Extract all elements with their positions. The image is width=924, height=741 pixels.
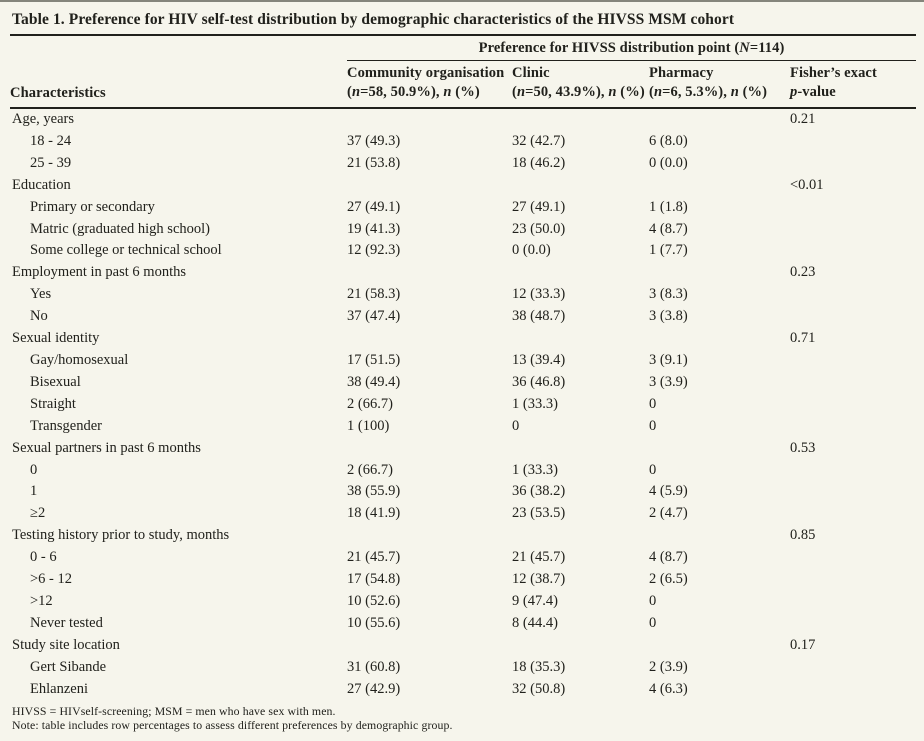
span-header [347, 35, 916, 61]
fisher-header-sub: p-value [790, 84, 836, 100]
clinic-cell: 12 (33.3) [512, 286, 566, 303]
table-row [10, 613, 916, 635]
pvalue-cell [790, 197, 916, 219]
clinic-cell: 32 (50.8) [512, 680, 566, 697]
pharmacy-cell: 4 (6.3) [649, 680, 688, 697]
clinic-cell: 0 (0.0) [512, 242, 551, 259]
row-label: Matric (graduated high school) [30, 220, 210, 237]
row-label: Ehlanzeni [30, 680, 88, 697]
community-cell: 38 (55.9) [347, 483, 401, 500]
table-row [10, 284, 916, 306]
community-cell [347, 328, 512, 350]
pharmacy-cell [649, 108, 790, 131]
footnotes [10, 705, 916, 732]
table-row [10, 591, 916, 613]
clinic-cell: 8 (44.4) [512, 614, 558, 631]
table-title: Table 1. Preference for HIV self-test distribution by demographic characteristics of the HIVSS MSM cohort [12, 11, 735, 28]
community-header-name: Community organisation [347, 65, 505, 81]
row-label: Gert Sibande [30, 658, 107, 675]
column-header-row [10, 61, 916, 109]
row-label: Yes [30, 286, 52, 303]
pvalue-cell: 0.53 [790, 439, 816, 456]
pharmacy-cell: 6 (8.0) [649, 132, 688, 149]
clinic-cell: 21 (45.7) [512, 549, 566, 566]
row-label: Never tested [30, 614, 103, 631]
community-cell: 2 (66.7) [347, 461, 393, 478]
fisher-header-name: Fisher’s exact [790, 65, 877, 81]
pharmacy-cell: 0 [649, 614, 657, 631]
community-cell: 38 (49.4) [347, 373, 401, 390]
pvalue-cell [790, 284, 916, 306]
table-row [10, 503, 916, 525]
row-label: Gay/homosexual [30, 351, 129, 368]
pvalue-cell [790, 394, 916, 416]
pharmacy-cell: 3 (8.3) [649, 286, 688, 303]
row-label: 0 [30, 461, 38, 478]
pvalue-cell [790, 657, 916, 679]
community-cell: 17 (54.8) [347, 571, 401, 588]
table-row [10, 525, 916, 547]
row-label: 1 [30, 483, 38, 500]
table-row [10, 481, 916, 503]
pvalue-cell [790, 481, 916, 503]
clinic-cell: 13 (39.4) [512, 351, 566, 368]
pvalue-cell [790, 219, 916, 241]
row-label: 0 - 6 [30, 549, 57, 566]
clinic-cell [512, 175, 649, 197]
clinic-cell [512, 328, 649, 350]
footnote-note: Note: table includes row percentages to assess different preferences by demographic group. [12, 717, 453, 732]
pharmacy-cell: 0 [649, 461, 657, 478]
span-header-text: Preference for HIVSS distribution point ( [478, 40, 740, 56]
pharmacy-cell: 0 [649, 417, 657, 434]
clinic-cell: 18 (46.2) [512, 154, 566, 171]
span-header-n-italic: N [739, 40, 750, 56]
pharmacy-cell: 4 (8.7) [649, 549, 688, 566]
pharmacy-cell: 3 (3.9) [649, 373, 688, 390]
pvalue-cell [790, 503, 916, 525]
community-cell: 37 (49.3) [347, 132, 401, 149]
community-cell: 27 (42.9) [347, 680, 401, 697]
row-label: Some college or technical school [30, 242, 222, 259]
community-header-sub: (n=58, 50.9%), n (%) [347, 84, 480, 100]
row-label: Testing history prior to study, months [12, 527, 230, 544]
pharmacy-cell [649, 438, 790, 460]
pvalue-cell [790, 679, 916, 701]
column-header-community [347, 61, 512, 109]
row-label: Primary or secondary [30, 198, 155, 215]
clinic-cell [512, 262, 649, 284]
table-row [10, 657, 916, 679]
clinic-cell: 0 [512, 417, 520, 434]
pvalue-cell [790, 569, 916, 591]
clinic-cell: 23 (53.5) [512, 505, 566, 522]
pharmacy-cell: 3 (3.8) [649, 308, 688, 325]
table-row [10, 372, 916, 394]
pvalue-cell [790, 460, 916, 482]
pharmacy-cell: 1 (1.8) [649, 198, 688, 215]
column-header-clinic [512, 61, 649, 109]
table-row [10, 569, 916, 591]
community-cell: 18 (41.9) [347, 505, 401, 522]
row-label: 18 - 24 [30, 132, 72, 149]
pharmacy-cell: 3 (9.1) [649, 351, 688, 368]
clinic-cell [512, 635, 649, 657]
community-cell: 1 (100) [347, 417, 390, 434]
pvalue-cell [790, 613, 916, 635]
clinic-cell: 1 (33.3) [512, 461, 558, 478]
pharmacy-cell: 0 [649, 592, 657, 609]
table-row [10, 394, 916, 416]
community-cell: 19 (41.3) [347, 220, 401, 237]
footnote-abbreviations: HIVSS = HIVself-screening; MSM = men who have sex with men. [12, 704, 336, 719]
clinic-cell: 12 (38.7) [512, 571, 566, 588]
pharmacy-cell: 0 [649, 395, 657, 412]
clinic-cell [512, 108, 649, 131]
pharmacy-cell [649, 328, 790, 350]
table-row [10, 262, 916, 284]
pvalue-cell [790, 131, 916, 153]
community-cell: 37 (47.4) [347, 308, 401, 325]
pvalue-cell: 0.23 [790, 264, 816, 281]
community-cell: 21 (58.3) [347, 286, 401, 303]
row-label: Employment in past 6 months [12, 264, 186, 281]
row-label: Sexual partners in past 6 months [12, 439, 201, 456]
table-row [10, 438, 916, 460]
table-row [10, 416, 916, 438]
span-header-spacer [10, 35, 347, 61]
row-label: >12 [30, 592, 53, 609]
clinic-cell: 18 (35.3) [512, 658, 566, 675]
table-row [10, 547, 916, 569]
pvalue-cell: 0.71 [790, 330, 816, 347]
pharmacy-cell: 4 (5.9) [649, 483, 688, 500]
table-row [10, 175, 916, 197]
clinic-cell: 9 (47.4) [512, 592, 558, 609]
community-cell: 10 (55.6) [347, 614, 401, 631]
community-cell [347, 108, 512, 131]
row-label: Study site location [12, 636, 120, 653]
pharmacy-header-sub: (n=6, 5.3%), n (%) [649, 84, 768, 100]
clinic-cell: 27 (49.1) [512, 198, 566, 215]
community-cell [347, 525, 512, 547]
table-row [10, 460, 916, 482]
community-cell: 10 (52.6) [347, 592, 401, 609]
pharmacy-cell: 1 (7.7) [649, 242, 688, 259]
pvalue-cell: 0.17 [790, 636, 816, 653]
community-cell: 17 (51.5) [347, 351, 401, 368]
characteristics-header: Characteristics [10, 61, 347, 109]
pharmacy-cell [649, 525, 790, 547]
row-label: Straight [30, 395, 76, 412]
pvalue-cell [790, 153, 916, 175]
pvalue-cell: 0.21 [790, 111, 816, 127]
pharmacy-cell: 2 (3.9) [649, 658, 688, 675]
table-row [10, 197, 916, 219]
pvalue-cell [790, 240, 916, 262]
pvalue-cell [790, 350, 916, 372]
table-row [10, 306, 916, 328]
pvalue-cell [790, 306, 916, 328]
clinic-header-name: Clinic [512, 65, 550, 81]
table-row [10, 679, 916, 701]
row-label: Sexual identity [12, 330, 100, 347]
column-header-fisher [790, 61, 916, 109]
community-cell: 27 (49.1) [347, 198, 401, 215]
table-row [10, 219, 916, 241]
community-cell [347, 438, 512, 460]
table-row [10, 131, 916, 153]
community-cell: 31 (60.8) [347, 658, 401, 675]
column-header-pharmacy [649, 61, 790, 109]
table-header [10, 35, 916, 108]
community-cell: 12 (92.3) [347, 242, 401, 259]
community-cell: 21 (53.8) [347, 154, 401, 171]
row-label: >6 - 12 [30, 571, 73, 588]
pharmacy-cell [649, 635, 790, 657]
pharmacy-cell [649, 175, 790, 197]
table-row [10, 635, 916, 657]
pvalue-cell [790, 547, 916, 569]
pharmacy-cell [649, 262, 790, 284]
pharmacy-cell: 2 (4.7) [649, 505, 688, 522]
row-label: Transgender [30, 417, 102, 434]
pvalue-cell: <0.01 [790, 176, 824, 193]
pvalue-cell [790, 591, 916, 613]
pharmacy-cell: 4 (8.7) [649, 220, 688, 237]
clinic-cell [512, 438, 649, 460]
clinic-header-sub: (n=50, 43.9%), n (%) [512, 84, 645, 100]
community-cell: 21 (45.7) [347, 549, 401, 566]
span-header-row [10, 35, 916, 61]
row-label: ≥2 [30, 505, 46, 522]
table-row [10, 328, 916, 350]
row-label: 25 - 39 [30, 154, 72, 171]
data-table [10, 34, 916, 700]
community-cell [347, 175, 512, 197]
community-cell: 2 (66.7) [347, 395, 393, 412]
clinic-cell: 1 (33.3) [512, 395, 558, 412]
row-label: No [30, 308, 48, 325]
pharmacy-header-name: Pharmacy [649, 65, 714, 81]
span-header-suffix: =114) [749, 40, 785, 56]
community-cell [347, 262, 512, 284]
clinic-cell: 38 (48.7) [512, 308, 566, 325]
row-label: Education [12, 176, 71, 193]
clinic-cell: 23 (50.0) [512, 220, 566, 237]
table-body [10, 108, 916, 700]
clinic-cell: 36 (46.8) [512, 373, 566, 390]
clinic-cell: 36 (38.2) [512, 483, 566, 500]
row-label: Bisexual [30, 373, 81, 390]
table-row [10, 108, 916, 131]
community-cell [347, 635, 512, 657]
pvalue-cell [790, 416, 916, 438]
table-row [10, 240, 916, 262]
row-label: Age, years [12, 111, 75, 127]
pharmacy-cell: 2 (6.5) [649, 571, 688, 588]
pvalue-cell [790, 372, 916, 394]
table-row [10, 350, 916, 372]
pvalue-cell: 0.85 [790, 527, 816, 544]
clinic-cell [512, 525, 649, 547]
table-row [10, 153, 916, 175]
pharmacy-cell: 0 (0.0) [649, 154, 688, 171]
clinic-cell: 32 (42.7) [512, 132, 566, 149]
